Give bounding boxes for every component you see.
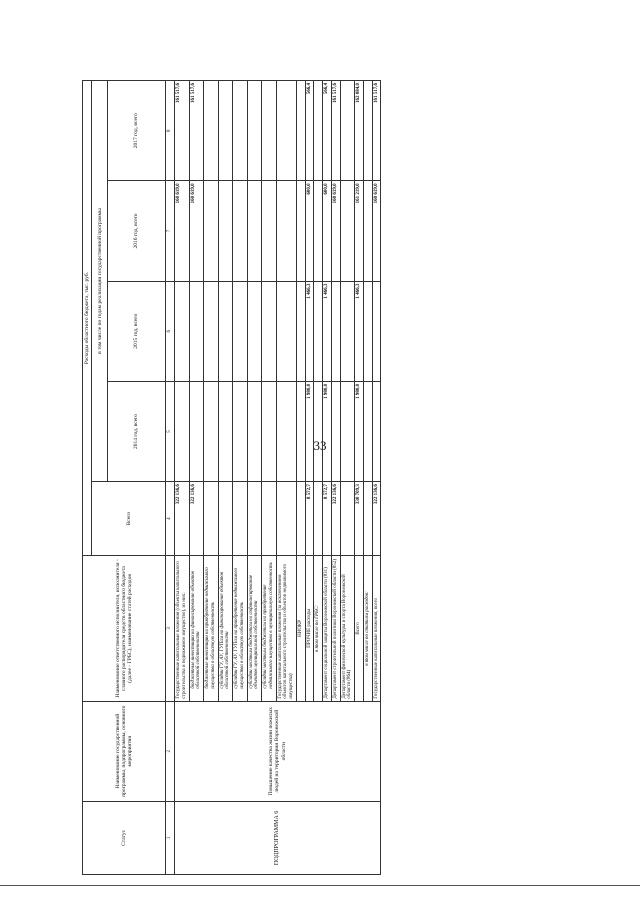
table-row	[175, 81, 190, 875]
value-2014	[340, 381, 355, 481]
value-total	[276, 482, 296, 556]
header-2014: 2014 год, всего	[108, 381, 166, 481]
col-number: 1	[166, 801, 175, 874]
value-2016: 160 619,0	[372, 181, 381, 281]
value-2014	[363, 381, 372, 481]
table-area	[82, 80, 484, 875]
value-2016: 160 619,0	[189, 181, 204, 281]
value-2015	[233, 281, 248, 381]
value-2017: 566,4	[305, 81, 314, 181]
row-label: бюджетные инвестиции на финансирование объектов областной собственности	[189, 556, 204, 701]
col-number: 2	[166, 701, 175, 801]
value-2017	[262, 81, 277, 181]
header-2016: 2016 год, всего	[108, 181, 166, 281]
row-label: субсидии местным бюджетам на приобретение недвижимого имущества в муниципальную собственность	[262, 556, 277, 701]
column-number-row	[166, 81, 175, 875]
row-label: субсидии ГУ, АУ, ГУПам на приобретение недвижимого имущества в областную собственность	[233, 556, 248, 701]
value-2016: 160 619,0	[175, 181, 190, 281]
row-label: Государственные капитальные вложения (объекты капитального строительства и недвижимое имущество), из них:	[175, 556, 190, 701]
row-label: Департамент строительной политики Воронежской области (852)	[331, 556, 340, 701]
value-2017: 161 517,6	[189, 81, 204, 181]
value-2016: 161 219,0	[355, 181, 364, 281]
value-2015	[296, 281, 305, 381]
row-label: Департамент социальной защиты Воронежской области (831)	[323, 556, 332, 701]
value-2017: 161 517,6	[372, 81, 381, 181]
value-2016	[276, 181, 296, 281]
value-2016: 600,0	[323, 181, 332, 281]
page-number: 33	[313, 438, 327, 453]
value-2015	[218, 281, 233, 381]
value-total	[314, 482, 323, 556]
value-total	[363, 482, 372, 556]
value-2017	[218, 81, 233, 181]
value-2017	[363, 81, 372, 181]
table-body	[175, 81, 381, 875]
value-2014: 1 980,0	[305, 381, 314, 481]
header-2015: 2015 год, всего	[108, 281, 166, 381]
value-2017: 161 517,6	[331, 81, 340, 181]
value-2016	[314, 181, 323, 281]
value-2014	[247, 381, 262, 481]
value-2015	[189, 281, 204, 381]
row-label: НИОКР	[296, 556, 305, 701]
value-2017	[247, 81, 262, 181]
value-total: 322 136,6	[189, 482, 204, 556]
value-2017: 566,4	[323, 81, 332, 181]
value-2015	[175, 281, 190, 381]
value-2016	[363, 181, 372, 281]
row-label: Государственные капитальные вложения (за исключением объектов капитального строительства и объектов недвижимого имущества)	[276, 556, 296, 701]
value-2014	[372, 381, 381, 481]
value-2014	[189, 381, 204, 481]
value-2015	[331, 281, 340, 381]
value-2017	[233, 81, 248, 181]
value-2015	[262, 281, 277, 381]
rotated-table-container	[82, 80, 484, 875]
page-bottom-rule	[0, 885, 640, 886]
value-2017: 162 084,0	[355, 81, 364, 181]
value-2016	[204, 181, 219, 281]
value-2015	[276, 281, 296, 381]
value-total	[340, 482, 355, 556]
row-label: бюджетные инвестиции на приобретение недвижимого имущества в областную собственность	[204, 556, 219, 701]
value-2014	[262, 381, 277, 481]
value-2015	[314, 281, 323, 381]
value-2017	[340, 81, 355, 181]
col-number: 5	[166, 381, 175, 481]
value-2017	[204, 81, 219, 181]
value-total	[296, 482, 305, 556]
value-2016	[233, 181, 248, 281]
value-2014	[218, 381, 233, 481]
value-total	[233, 482, 248, 556]
value-2016	[340, 181, 355, 281]
header-status: Статус	[83, 801, 166, 874]
value-2014	[204, 381, 219, 481]
value-2014	[276, 381, 296, 481]
col-number: 6	[166, 281, 175, 381]
value-2015	[340, 281, 355, 381]
value-2016	[262, 181, 277, 281]
value-2016	[296, 181, 305, 281]
value-total	[218, 482, 233, 556]
value-2017	[314, 81, 323, 181]
header-name: Наименование государственной программы, подпрограммы, основного мероприятия	[83, 701, 166, 801]
value-2016: 160 619,0	[331, 181, 340, 281]
value-total	[247, 482, 262, 556]
status-cell: ПОДПРОГРАММА 6	[175, 801, 381, 874]
value-2015: 1 466,3	[305, 281, 314, 381]
expenses-table	[82, 80, 381, 875]
value-total: 322 136,6	[331, 482, 340, 556]
row-label: Государственные капитальные вложения, всего	[372, 556, 381, 701]
header-responsible: Наименование ответственного исполнителя, исполнителя - главного распорядителя средств областного бюджета (далее - ГРБС), наименование статей расходов	[83, 556, 166, 701]
col-number: 8	[166, 81, 175, 181]
row-label: субсидии местным бюджетам на софинансирование объектов муниципальной собственности	[247, 556, 262, 701]
program-name-cell: Повышение качества жизни пожилых людей на территории Воронежской области	[175, 701, 381, 801]
header-2017: 2017 год, всего	[108, 81, 166, 181]
row-label: ПРОЧИЕ расходы	[305, 556, 314, 701]
value-2015	[363, 281, 372, 381]
value-2016	[218, 181, 233, 281]
value-total: 8 572,7	[323, 482, 332, 556]
value-2014	[233, 381, 248, 481]
value-2015	[204, 281, 219, 381]
value-2017	[276, 81, 296, 181]
row-label: Департамент физической культуры и спорта Воронежской области (864)	[340, 556, 355, 701]
value-2017	[296, 81, 305, 181]
value-2015	[247, 281, 262, 381]
row-label: в том числе по статьям расходов:	[363, 556, 372, 701]
value-2014	[331, 381, 340, 481]
value-total	[262, 482, 277, 556]
col-number: 3	[166, 556, 175, 701]
value-2017: 161 517,6	[175, 81, 190, 181]
row-label: Всего	[355, 556, 364, 701]
row-label: субсидии ГУ, АУ, ГУПам на финансирование объектов областной собственности	[218, 556, 233, 701]
value-2014	[314, 381, 323, 481]
value-2014	[175, 381, 190, 481]
value-total: 330 709,3	[355, 482, 364, 556]
value-total	[204, 482, 219, 556]
value-total: 322 136,6	[175, 482, 190, 556]
value-2015: 1 466,3	[323, 281, 332, 381]
header-row-1	[83, 81, 92, 875]
header-total: Всего	[92, 482, 166, 556]
col-number: 7	[166, 181, 175, 281]
col-number: 4	[166, 482, 175, 556]
row-label: в том числе по ГРБС:	[314, 556, 323, 701]
value-2014: 1 980,0	[323, 381, 332, 481]
header-expenses-group: Расходы областного бюджета, тыс. руб.	[83, 81, 92, 556]
header-by-years: в том числе по годам реализации государственной программы	[92, 81, 108, 482]
value-2016	[247, 181, 262, 281]
value-2014	[296, 381, 305, 481]
value-2015: 1 466,3	[355, 281, 364, 381]
value-2014: 1 980,0	[355, 381, 364, 481]
value-total: 8 572,7	[305, 482, 314, 556]
value-2016: 600,0	[305, 181, 314, 281]
value-2015	[372, 281, 381, 381]
value-total: 322 136,6	[372, 482, 381, 556]
